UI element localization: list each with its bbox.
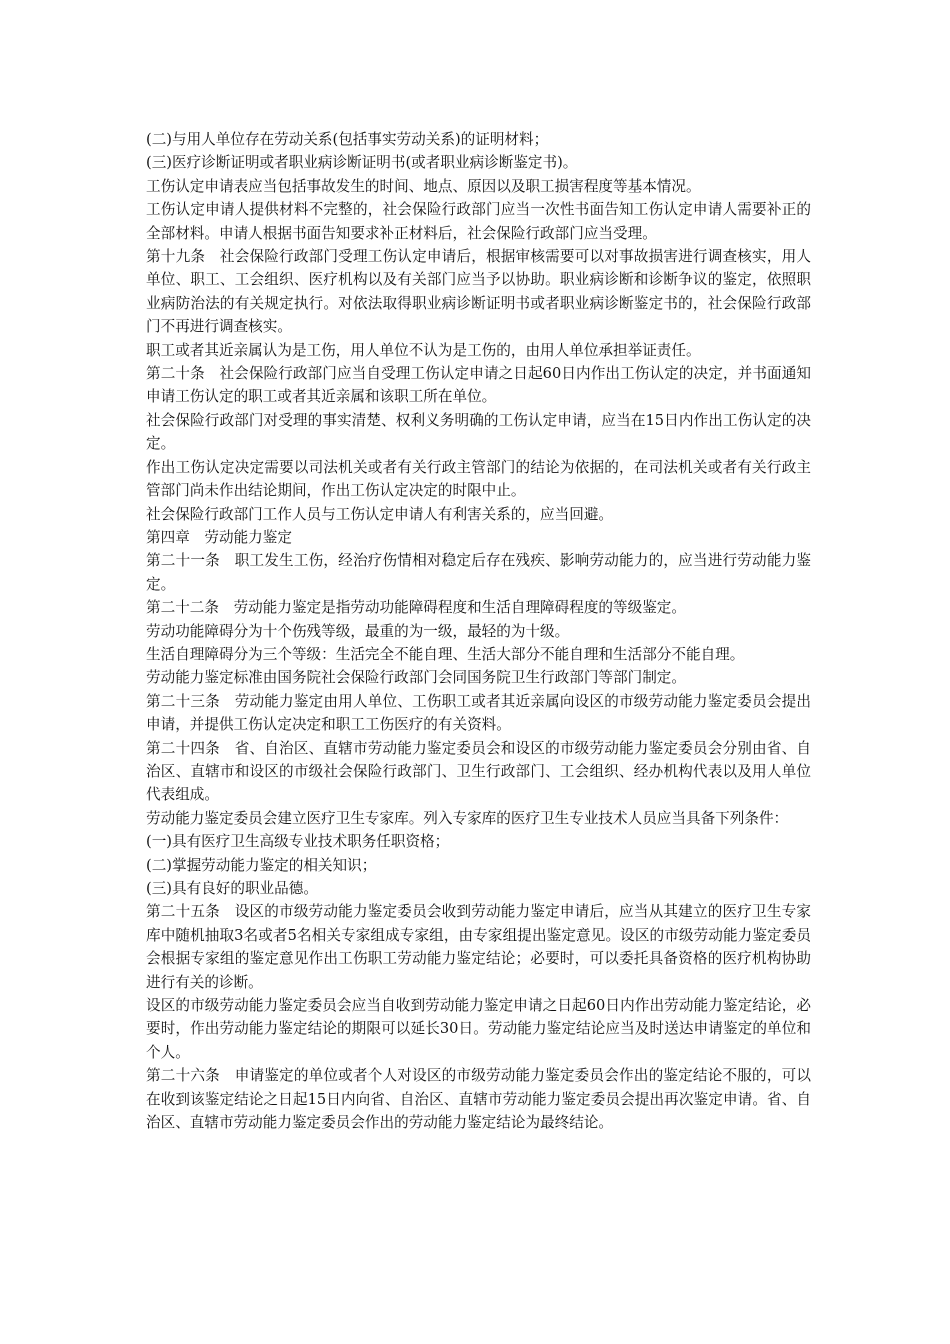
paragraph: 设区的市级劳动能力鉴定委员会应当自收到劳动能力鉴定申请之日起60日内作出劳动能力鉴定结论，必要时，作出劳动能力鉴定结论的期限可以延长30日。劳动能力鉴定结论应当及时送达申请鉴定的单位和个人。 (146, 997, 811, 1061)
article-24: 第二十四条 省、自治区、直辖市劳动能力鉴定委员会和设区的市级劳动能力鉴定委员会分别由省、自治区、直辖市和设区的市级社会保险行政部门、卫生行政部门、工会组织、经办机构代表以及用人单位代表组成。 (146, 739, 811, 804)
paragraph: (二)与用人单位存在劳动关系(包括事实劳动关系)的证明材料； (146, 131, 549, 148)
article-20: 第二十条 社会保险行政部门应当自受理工伤认定申请之日起60日内作出工伤认定的决定，并书面通知申请工伤认定的职工或者其近亲属和该职工所在单位。 (146, 365, 811, 406)
document-body (146, 128, 811, 1134)
paragraph: 劳动能力鉴定委员会建立医疗卫生专家库。列入专家库的医疗卫生专业技术人员应当具备下列条件： (146, 809, 789, 827)
list-item: (一)具有医疗卫生高级专业技术职务任职资格； (146, 833, 450, 851)
paragraph: 工伤认定申请表应当包括事故发生的时间、地点、原因以及职工损害程度等基本情况。 (146, 177, 701, 195)
article-19: 第十九条 社会保险行政部门受理工伤认定申请后，根据审核需要可以对事故损害进行调查核实，用人单位、职工、工会组织、医疗机构以及有关部门应当予以协助。职业病诊断和诊断争议的鉴定，依照职业病防治法的有关规定执行。对依法取得职业病诊断证明书或者职业病诊断鉴定书的，社会保险行政部门不再进行调查核实。 (146, 248, 811, 336)
article-26: 第二十六条 申请鉴定的单位或者个人对设区的市级劳动能力鉴定委员会作出的鉴定结论不服的，可以在收到该鉴定结论之日起15日内向省、自治区、直辖市劳动能力鉴定委员会提出再次鉴定申请。省、自治区、直辖市劳动能力鉴定委员会作出的劳动能力鉴定结论为最终结论。 (146, 1067, 811, 1132)
chapter-heading: 第四章 劳动能力鉴定 (146, 528, 292, 546)
paragraph: 社会保险行政部门工作人员与工伤认定申请人有利害关系的，应当回避。 (146, 505, 614, 523)
paragraph: 工伤认定申请人提供材料不完整的，社会保险行政部门应当一次性书面告知工伤认定申请人需要补正的全部材料。申请人根据书面告知要求补正材料后，社会保险行政部门应当受理。 (146, 201, 811, 242)
paragraph: (三)医疗诊断证明或者职业病诊断证明书(或者职业病诊断鉴定书)。 (146, 154, 578, 172)
paragraph: 职工或者其近亲属认为是工伤，用人单位不认为是工伤的，由用人单位承担举证责任。 (146, 341, 701, 359)
article-25: 第二十五条 设区的市级劳动能力鉴定委员会收到劳动能力鉴定申请后，应当从其建立的医疗卫生专家库中随机抽取3名或者5名相关专家组成专家组，由专家组提出鉴定意见。设区的市级劳动能力鉴定委员会根据专家组的鉴定意见作出工伤职工劳动能力鉴定结论；必要时，可以委托具备资格的医疗机构协助进行有关的诊断。 (146, 903, 811, 991)
paragraph: 社会保险行政部门对受理的事实清楚、权利义务明确的工伤认定申请，应当在15日内作出工伤认定的决定。 (146, 411, 811, 453)
article-23: 第二十三条 劳动能力鉴定由用人单位、工伤职工或者其近亲属向设区的市级劳动能力鉴定委员会提出申请，并提供工伤认定决定和职工工伤医疗的有关资料。 (146, 692, 811, 734)
article-22: 第二十二条 劳动能力鉴定是指劳动功能障碍程度和生活自理障碍程度的等级鉴定。 (146, 599, 686, 617)
article-21: 第二十一条 职工发生工伤，经治疗伤情相对稳定后存在残疾、影响劳动能力的，应当进行劳动能力鉴定。 (146, 552, 811, 593)
paragraph: 劳动功能障碍分为十个伤残等级，最重的为一级，最轻的为十级。 (146, 622, 570, 640)
paragraph: 作出工伤认定决定需要以司法机关或者有关行政主管部门的结论为依据的，在司法机关或者有关行政主管部门尚未作出结论期间，作出工伤认定决定的时限中止。 (146, 458, 811, 500)
paragraph: 劳动能力鉴定标准由国务院社会保险行政部门会同国务院卫生行政部门等部门制定。 (146, 669, 686, 687)
list-item: (二)掌握劳动能力鉴定的相关知识； (146, 856, 377, 874)
paragraph: 生活自理障碍分为三个等级：生活完全不能自理、生活大部分不能自理和生活部分不能自理。 (146, 645, 745, 663)
list-item: (三)具有良好的职业品德。 (146, 880, 318, 897)
